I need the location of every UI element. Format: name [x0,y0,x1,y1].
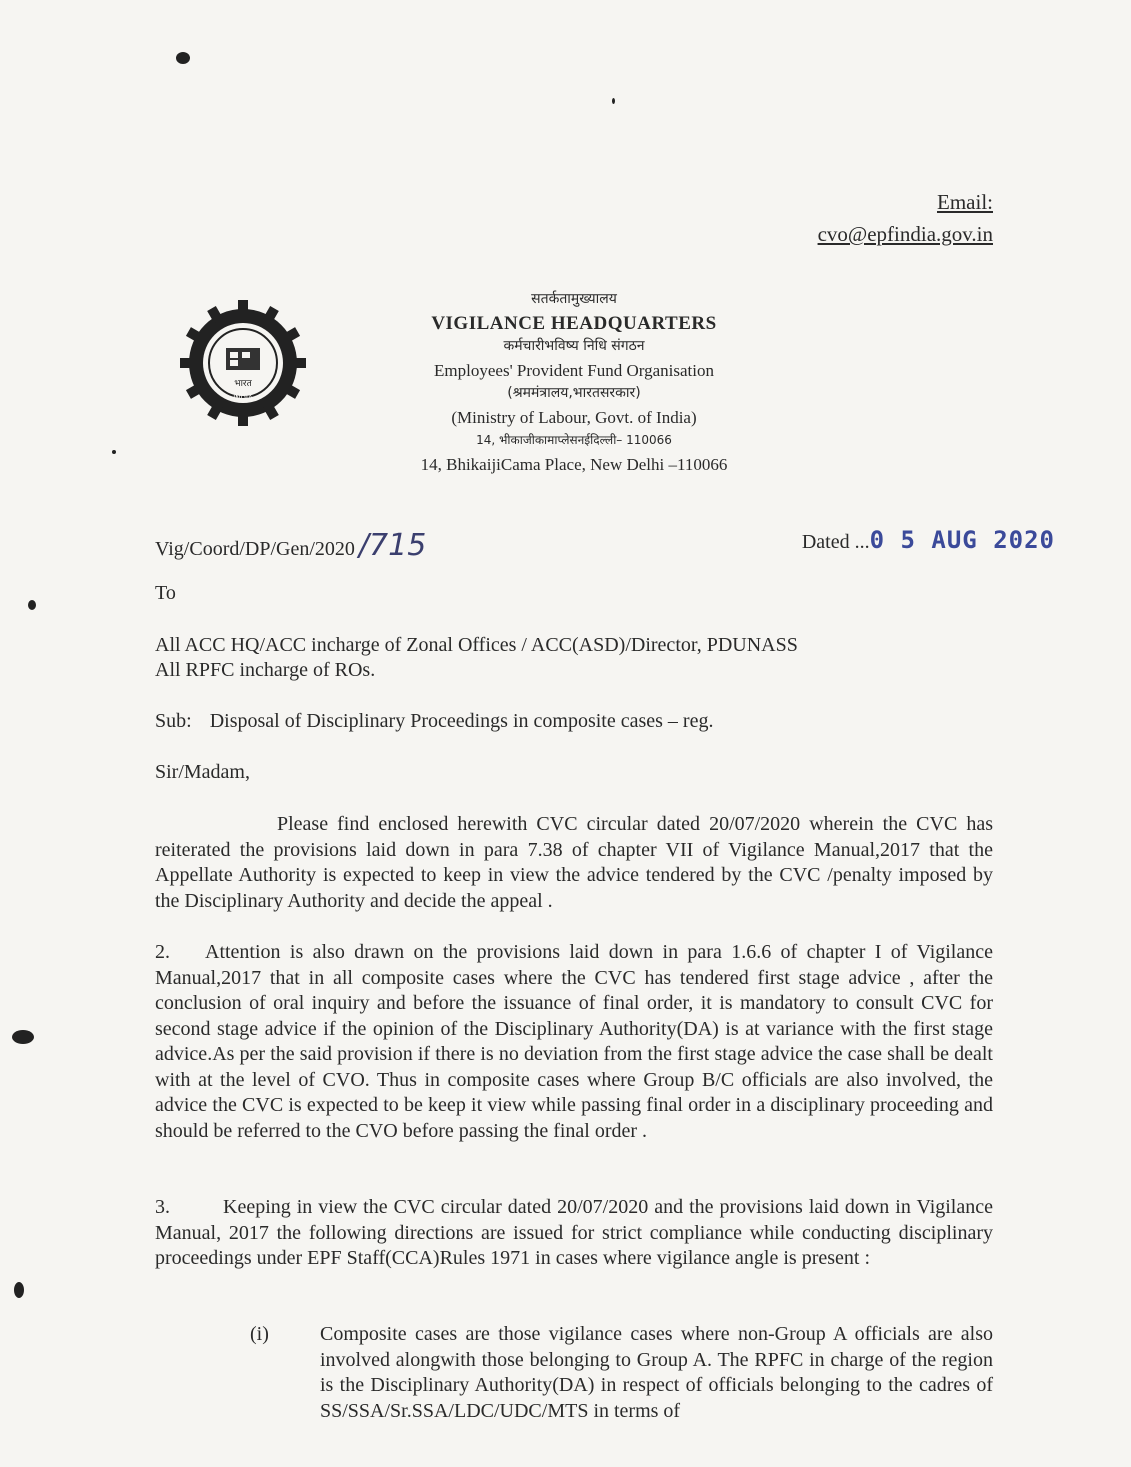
epfo-emblem-icon [180,300,306,426]
dated-label: Dated ... [801,531,870,553]
paragraph-number: 2. [155,941,170,963]
email-label: Email: [937,190,993,214]
subject-text: Disposal of Disciplinary Proceedings in composite cases – reg. [209,710,714,732]
direction-item [250,1322,993,1424]
address-english: 14, BhikaijiCama Place, New Delhi –110066 [420,454,728,474]
date-stamp: 0 5 AUG 2020 [869,526,1055,554]
org-name: Employees' Provident Fund Organisation [434,360,714,380]
office-title: VIGILANCE HEADQUARTERS [431,312,717,334]
scan-speck [112,450,116,454]
scan-speck [14,1282,24,1298]
paragraph-number: 3. [155,1196,170,1218]
ministry-name: (Ministry of Labour, Govt. of India) [451,407,697,427]
scan-speck [176,52,190,64]
office-hindi: सतर्कतामुख्यालय [531,291,617,307]
org-hindi: कर्मचारीभविष्य निधि संगठन [503,338,645,354]
salutation: Sir/Madam, [155,761,250,783]
addressee-line: All RPFC incharge of ROs. [155,659,376,681]
email-address[interactable]: cvo@epfindia.gov.in [817,222,993,246]
subject-line [155,710,713,733]
item-numeral: (i) [250,1323,269,1345]
emblem-center-text: भारत [234,379,252,389]
addressee-block [155,633,798,683]
address-hindi: 14, भीकाजीकामाप्लेसनईदिल्ली– 110066 [476,433,672,447]
paragraph-1: Please find enclosed herewith CVC circular dated 20/07/2020 wherein the CVC has reiterated the provisions laid down in para 7.38 of chapter VII of Vigilance Manual,2017 that the Appellate Authority is expected to keep in view the advice tendered by the CVC /penalty imposed by the Disciplinary Authority and decide the appeal . [155,813,993,912]
letterhead [330,288,818,476]
ministry-hindi: (श्रममंत्रालय,भारतसरकार) [507,385,641,401]
item-text: Composite cases are those vigilance cases where non-Group A officials are also involved alongwith those belonging to Group A. The RPFC in charge of the region is the Disciplinary Authority(DA) in respect of officials belonging to the cadres of SS/SSA/Sr.SSA/LDC/UDC/MTS in terms of [320,1323,993,1422]
scan-speck [12,1030,34,1044]
scan-speck [28,600,36,610]
scan-speck [612,98,615,104]
paragraph-text: Attention is also drawn on the provisions laid down in para 1.6.6 of chapter I of Vigilance Manual,2017 that in all composite cases where the CVC has tendered first stage advice , after the conclusion of oral inquiry and before the issuance of final order, it is mandatory to consult CVC for second stage advice if the opinion of the Disciplinary Authority(DA) is at variance with the first stage advice.As per the said provision if there is no deviation from the first stage advice the case shall be dealt with at the level of CVO. Thus in composite cases where Group B/C officials are also involved, the advice the CVC is expected to be keep it view while passing final order in a disciplinary proceeding and should be referred to the CVO before passing the final order . [155,941,993,1142]
date-line [802,526,1055,554]
paragraph-2 [155,940,993,1144]
paragraph-3 [155,1195,993,1272]
paragraph-text: Keeping in view the CVC circular dated 20/07/2020 and the provisions laid down in Vigilance Manual, 2017 the following directions are issued for strict compliance while conducting disciplinary proceedings under EPF Staff(CCA)Rules 1971 in cases where vigilance angle is present : [155,1196,993,1269]
email-block [818,186,993,250]
subject-label: Sub: [155,710,192,732]
reference-text: Vig/Coord/DP/Gen/2020 [155,538,355,560]
handwritten-number: /715 [358,528,427,563]
reference-number [155,528,426,563]
emblem-ring-bottom-text: INDIA [233,394,253,402]
to-label: To [155,582,176,604]
addressee-line: All ACC HQ/ACC incharge of Zonal Offices / ACC(ASD)/Director, PDUNASS [155,634,798,656]
